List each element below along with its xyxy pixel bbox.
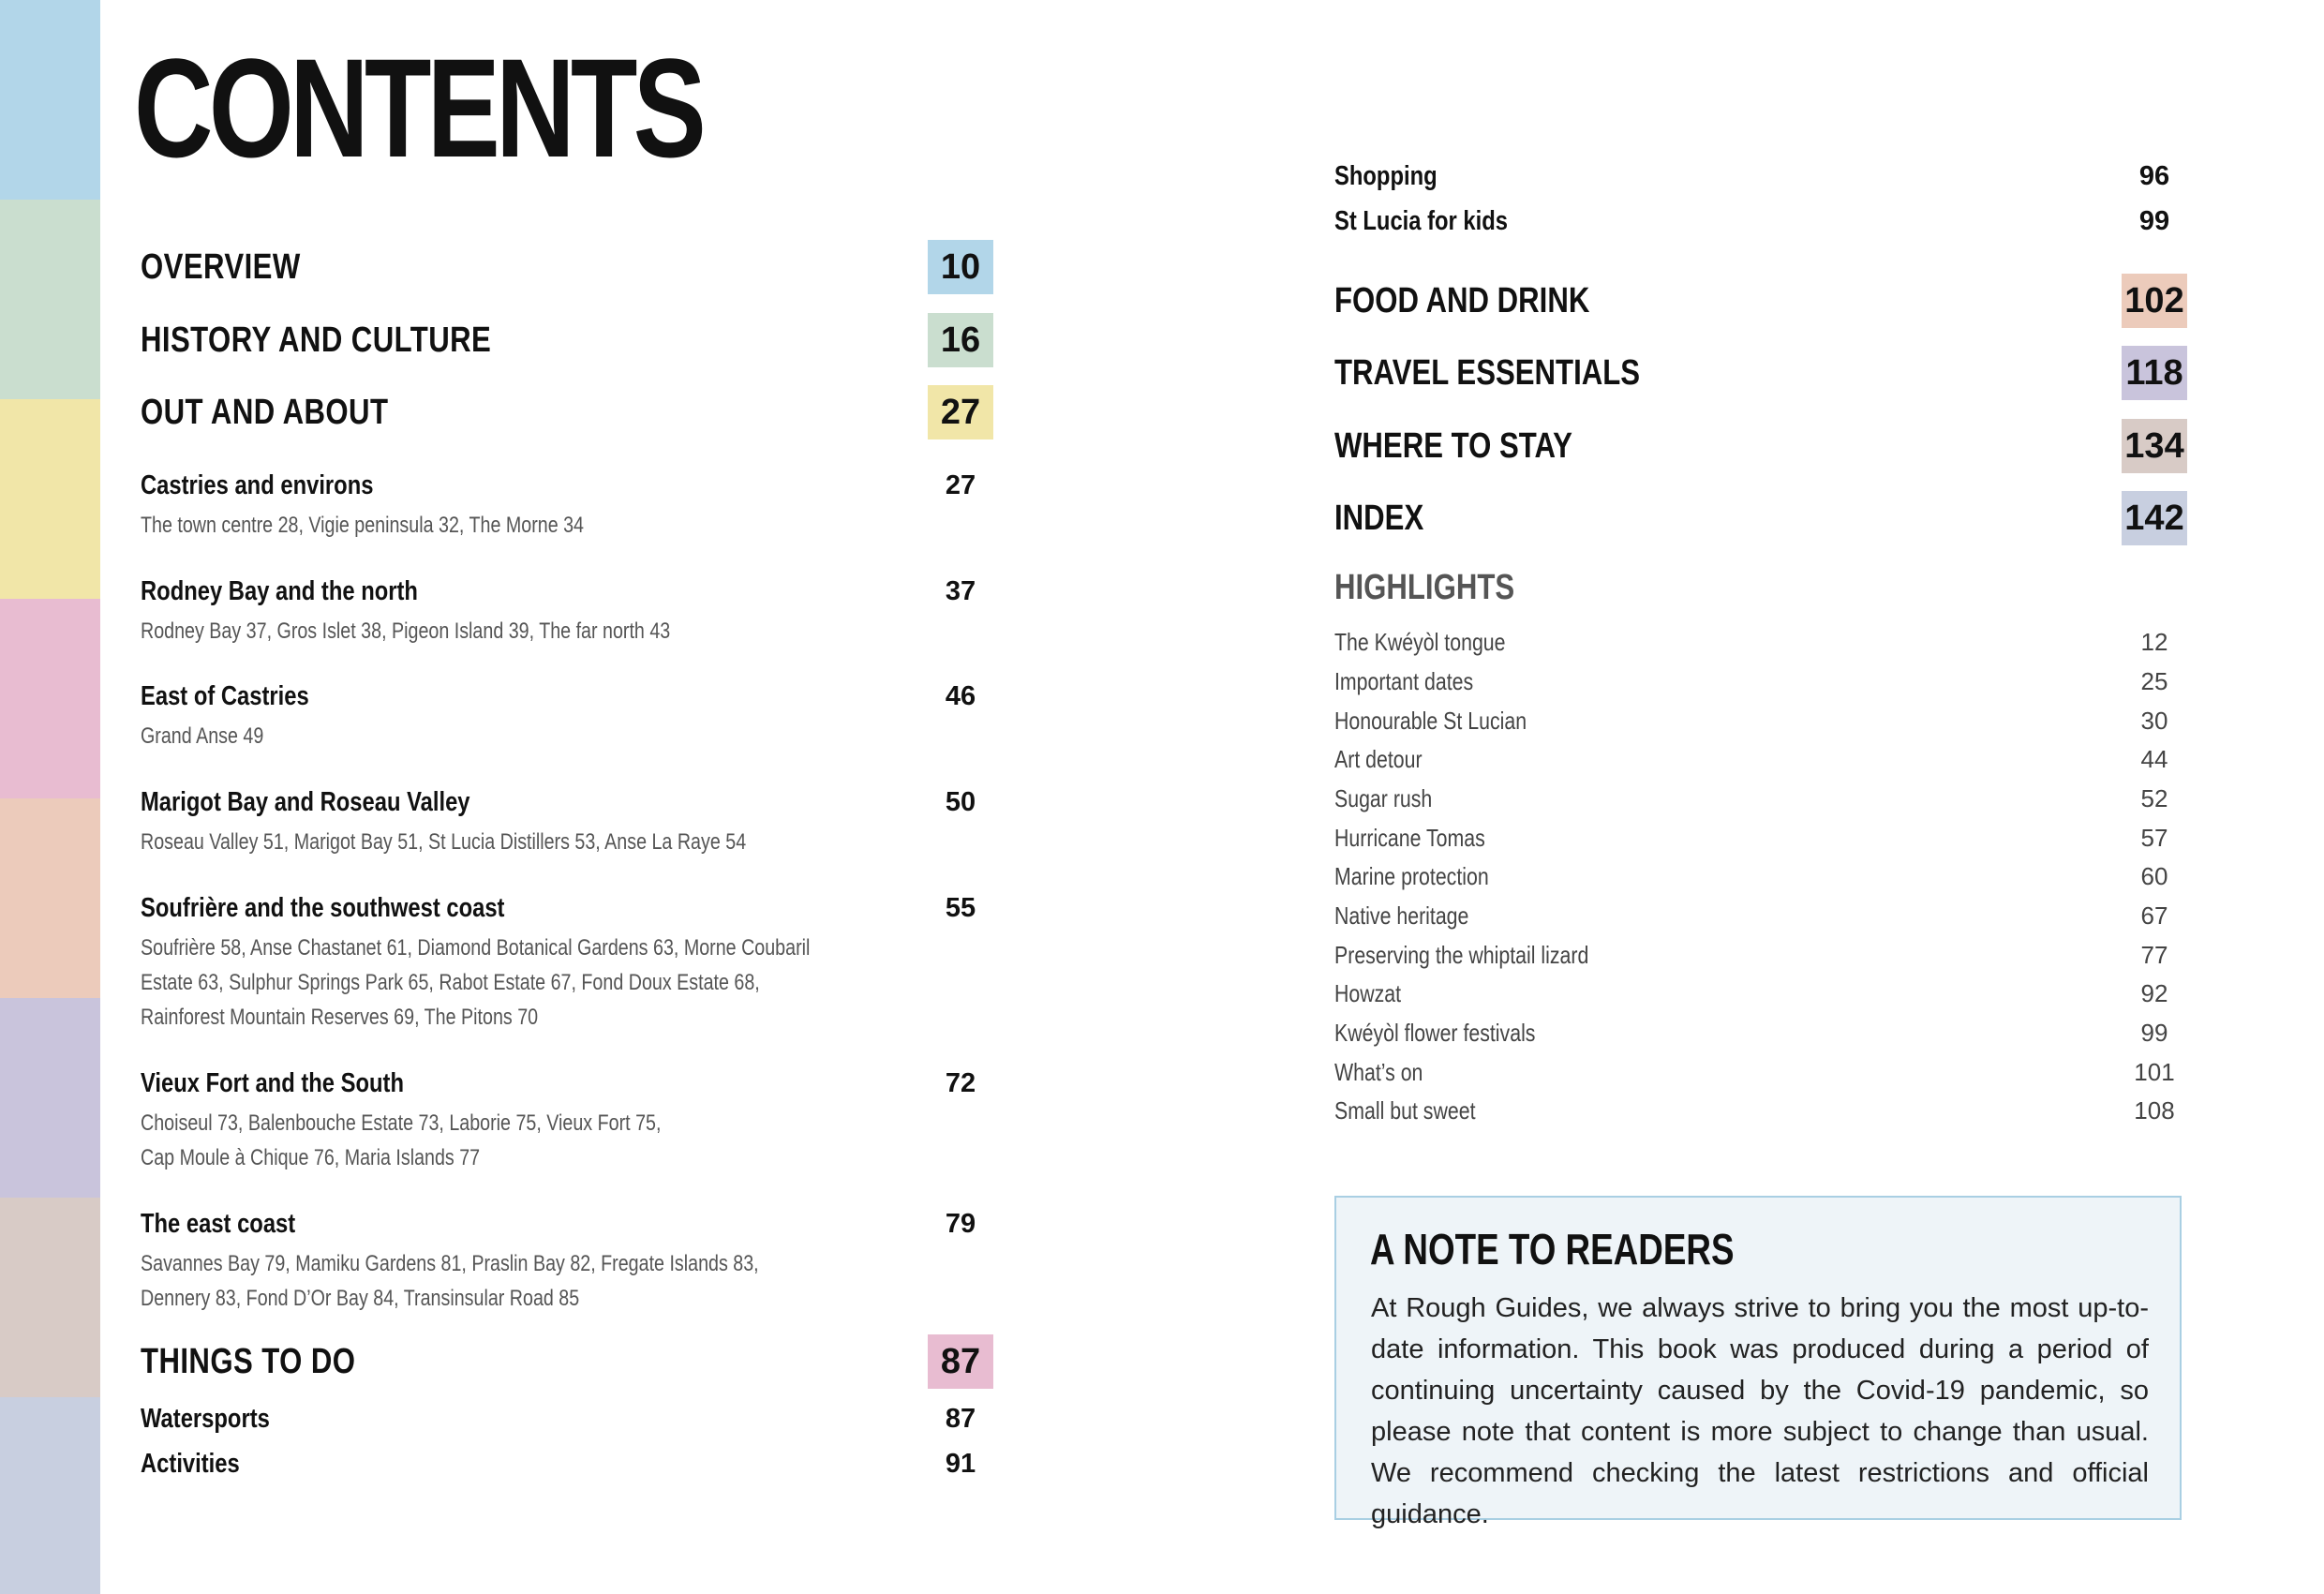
highlight-page: 92	[2140, 979, 2168, 1007]
chapter-page: 27	[945, 470, 976, 500]
highlight-item[interactable]	[1334, 707, 2187, 744]
description-line: Rainforest Mountain Reserves 69, The Pitons 70	[141, 1005, 539, 1030]
highlight-page: 99	[2140, 1019, 2168, 1047]
chapter-description	[141, 508, 947, 543]
section-page-badge: 10	[928, 240, 993, 294]
highlight-page: 25	[2140, 667, 2168, 695]
description-line: Choiseul 73, Balenbouche Estate 73, Laborie 75, Vieux Fort 75,	[141, 1110, 662, 1136]
highlight-page: 44	[2140, 745, 2168, 773]
page-title: CONTENTS	[134, 29, 703, 186]
highlight-page: 30	[2140, 707, 2168, 735]
highlight-name: Art detour	[1334, 745, 1423, 773]
highlight-name: Honourable St Lucian	[1334, 707, 1527, 735]
chapter-page: 50	[945, 787, 976, 817]
section-things-to-do[interactable]	[141, 1334, 993, 1389]
section-page-badge: 118	[2122, 346, 2187, 400]
section-overview[interactable]	[141, 240, 993, 294]
highlight-item[interactable]	[1334, 979, 2187, 1017]
section-label: OVERVIEW	[141, 247, 301, 287]
chapter-name: Rodney Bay and the north	[141, 576, 418, 606]
chapter-name: Marigot Bay and Roseau Valley	[141, 787, 470, 817]
highlight-name: Important dates	[1334, 667, 1474, 695]
section-label: OUT AND ABOUT	[141, 393, 389, 432]
section-page-badge: 102	[2122, 274, 2187, 328]
chapter-name: East of Castries	[141, 681, 309, 711]
highlight-item[interactable]	[1334, 824, 2187, 861]
description-line: Roseau Valley 51, Marigot Bay 51, St Lucia Distillers 53, Anse La Raye 54	[141, 829, 747, 855]
highlight-item[interactable]	[1334, 745, 2187, 782]
entry-name: Activities	[141, 1449, 240, 1479]
section-page-badge: 134	[2122, 419, 2187, 473]
highlight-item[interactable]	[1334, 784, 2187, 822]
section-where-to-stay[interactable]	[1334, 419, 2187, 473]
highlight-page: 60	[2140, 862, 2168, 890]
chapter-description	[141, 1246, 947, 1316]
highlight-name: Hurricane Tomas	[1334, 824, 1485, 852]
section-page-badge: 27	[928, 385, 993, 439]
highlight-item[interactable]	[1334, 1058, 2187, 1095]
highlight-name: Preserving the whiptail lizard	[1334, 941, 1589, 969]
description-line: Rodney Bay 37, Gros Islet 38, Pigeon Island 39, The far north 43	[141, 618, 671, 644]
chapter-page: 46	[945, 681, 976, 711]
description-line: Cap Moule à Chique 76, Maria Islands 77	[141, 1145, 481, 1170]
chapter-page: 72	[945, 1068, 976, 1098]
color-tab-history	[0, 200, 100, 399]
note-to-readers-box	[1334, 1196, 2182, 1529]
chapter-page: 79	[945, 1209, 976, 1239]
chapter-description	[141, 931, 947, 1035]
color-tab-travel-essentials	[0, 998, 100, 1198]
entry-page: 87	[945, 1404, 976, 1434]
section-page-badge: 142	[2122, 491, 2187, 545]
highlight-page: 12	[2140, 628, 2168, 656]
highlights-title: HIGHLIGHTS	[1334, 568, 1515, 607]
entry-name: St Lucia for kids	[1334, 206, 1508, 236]
color-tab-strip	[0, 0, 100, 1594]
description-line: The town centre 28, Vigie peninsula 32, The Morne 34	[141, 513, 584, 538]
section-label: THINGS TO DO	[141, 1342, 356, 1381]
entry-page: 96	[2138, 161, 2170, 191]
chapter-name: The east coast	[141, 1209, 296, 1239]
section-out-and-about[interactable]	[141, 385, 993, 439]
highlight-name: The Kwéyòl tongue	[1334, 628, 1506, 656]
highlight-item[interactable]	[1334, 667, 2187, 705]
highlight-item[interactable]	[1334, 628, 2187, 665]
chapter-name: Soufrière and the southwest coast	[141, 893, 505, 923]
highlight-name: Native heritage	[1334, 901, 1469, 930]
chapter-page: 37	[945, 576, 976, 606]
section-page-badge: 16	[928, 313, 993, 367]
highlight-name: Sugar rush	[1334, 784, 1433, 812]
color-tab-things-to-do	[0, 599, 100, 798]
highlight-name: Marine protection	[1334, 862, 1489, 890]
highlight-page: 67	[2140, 901, 2168, 930]
highlight-page: 57	[2140, 824, 2168, 852]
entry-page: 99	[2138, 206, 2170, 236]
section-food-and-drink[interactable]	[1334, 274, 2187, 328]
chapter-description	[141, 719, 947, 753]
chapter-name: Vieux Fort and the South	[141, 1068, 404, 1098]
color-tab-food-and-drink	[0, 798, 100, 998]
highlight-name: Small but sweet	[1334, 1096, 1476, 1125]
highlight-name: Howzat	[1334, 979, 1402, 1007]
description-line: Soufrière 58, Anse Chastanet 61, Diamond Botanical Gardens 63, Morne Coubaril	[141, 935, 811, 961]
section-label: WHERE TO STAY	[1334, 426, 1572, 466]
note-title: A NOTE TO READERS	[1370, 1225, 1735, 1274]
section-label: INDEX	[1334, 499, 1424, 538]
section-travel-essentials[interactable]	[1334, 346, 2187, 400]
chapter-page: 55	[945, 893, 976, 923]
color-tab-overview	[0, 0, 100, 200]
color-tab-out-and-about	[0, 399, 100, 599]
highlight-item[interactable]	[1334, 901, 2187, 939]
highlight-page: 108	[2134, 1096, 2175, 1125]
highlight-item[interactable]	[1334, 862, 2187, 900]
entry-name: Watersports	[141, 1404, 270, 1434]
highlight-name: Kwéyòl flower festivals	[1334, 1019, 1536, 1047]
color-tab-index	[0, 1397, 100, 1594]
description-line: Grand Anse 49	[141, 723, 264, 749]
section-label: TRAVEL ESSENTIALS	[1334, 353, 1641, 393]
section-history-and-culture[interactable]	[141, 313, 993, 367]
highlight-page: 52	[2140, 784, 2168, 812]
highlight-item[interactable]	[1334, 1019, 2187, 1056]
section-label: FOOD AND DRINK	[1334, 281, 1590, 320]
description-line: Dennery 83, Fond D’Or Bay 84, Transinsular Road 85	[141, 1286, 580, 1311]
chapter-description	[141, 1106, 947, 1175]
description-line: Estate 63, Sulphur Springs Park 65, Rabot Estate 67, Fond Doux Estate 68,	[141, 970, 760, 995]
chapter-description	[141, 614, 947, 648]
highlight-item[interactable]	[1334, 1096, 2187, 1134]
entry-name: Shopping	[1334, 161, 1438, 191]
note-text: At Rough Guides, we always strive to bring you the most up-to-date information. This book was produced during a period of continuing uncertainty caused by the Covid-19 pandemic, so please note that content is more subject to change than usual. We recommend checking the latest restrictions and official guidance.	[1371, 1293, 2149, 1529]
highlight-page: 77	[2140, 941, 2168, 969]
entry-page: 91	[945, 1449, 976, 1479]
highlight-name: What’s on	[1334, 1058, 1423, 1086]
section-index[interactable]	[1334, 491, 2187, 545]
chapter-description	[141, 825, 947, 859]
color-tab-where-to-stay	[0, 1198, 100, 1397]
chapter-name: Castries and environs	[141, 470, 374, 500]
section-label: HISTORY AND CULTURE	[141, 320, 492, 360]
description-line: Savannes Bay 79, Mamiku Gardens 81, Praslin Bay 82, Fregate Islands 83,	[141, 1251, 759, 1276]
highlight-item[interactable]	[1334, 941, 2187, 978]
highlight-page: 101	[2134, 1058, 2175, 1086]
section-page-badge: 87	[928, 1334, 993, 1389]
